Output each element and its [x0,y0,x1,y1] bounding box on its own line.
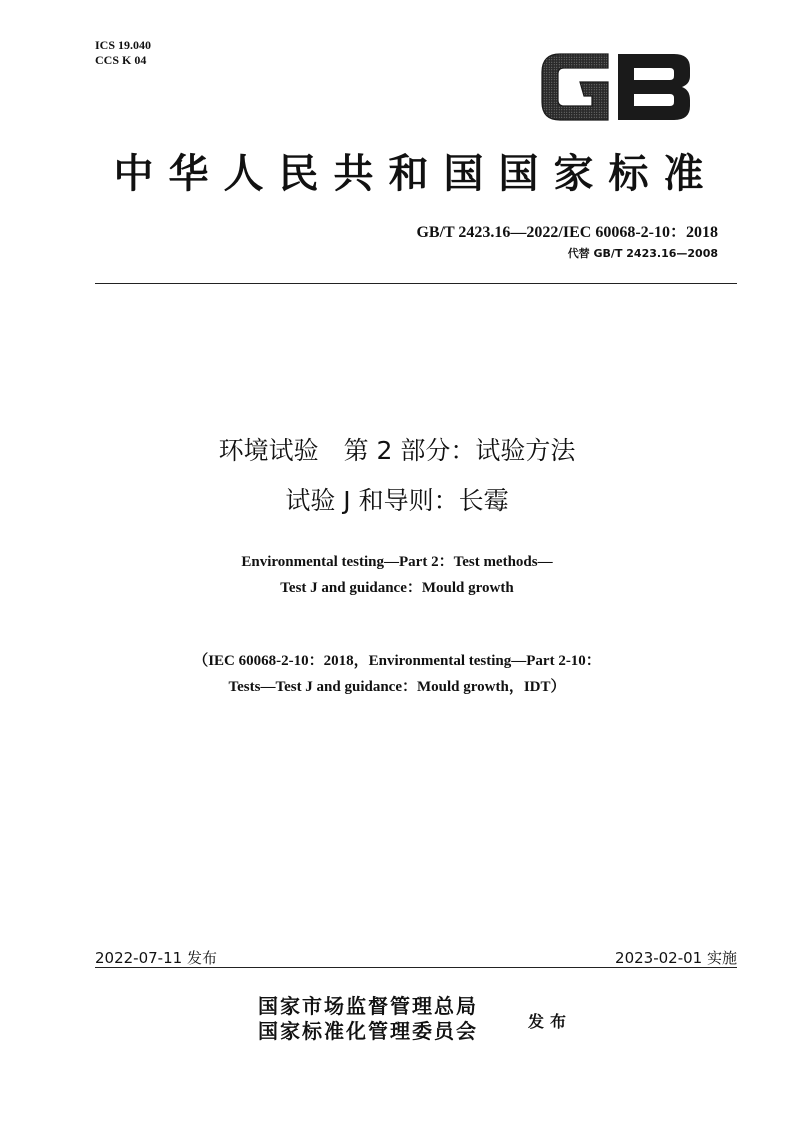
ics-code: ICS 19.040 [95,38,152,52]
standard-number: GB/T 2423.16—2022/IEC 60068-2-10：2018 [416,224,718,241]
implementation-date: 2023-02-01 实施 [615,949,737,967]
classification-codes [95,38,151,68]
english-title-line-1: Environmental testing—Part 2：Test methods— [241,554,553,570]
iec-reference-line-2: Tests—Test J and guidance：Mould growth，IDT） [228,679,566,695]
main-title: 中华人民共和国国家标准 [113,151,719,197]
publish-label: 发布 [528,1012,573,1031]
issuer-sac: 国家标准化管理委员会 [258,1019,478,1043]
ccs-code: CCS K 04 [95,53,147,67]
bottom-divider [95,967,737,968]
top-divider [95,283,737,284]
gb-logo-icon [538,46,694,126]
replaces-note: 代替 GB/T 2423.16—2008 [567,247,718,260]
english-title-line-2: Test J and guidance：Mould growth [280,580,514,596]
chinese-title-line-1: 环境试验 第 2 部分：试验方法 [218,436,576,465]
iec-reference-line-1: （IEC 60068-2-10：2018，Environmental testing—Part 2-10： [193,653,601,669]
issuing-authorities [258,994,478,1044]
issue-date: 2022-07-11 发布 [95,949,217,967]
chinese-title-line-2: 试验 J 和导则：长霉 [285,486,509,515]
issuer-samr: 国家市场监督管理总局 [258,994,478,1018]
